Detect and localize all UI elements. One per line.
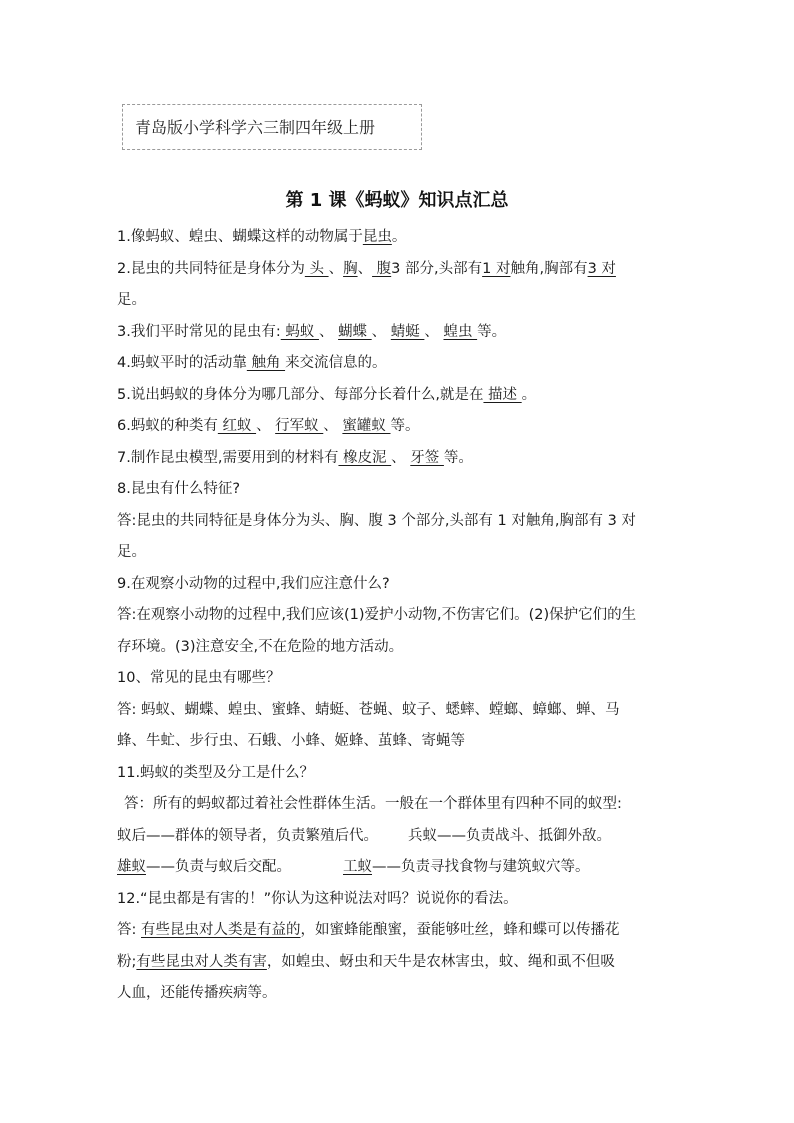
q3-answer: 蝗虫 bbox=[443, 323, 478, 340]
answer-12-line2 bbox=[117, 947, 683, 979]
q2-text: 2.昆虫的共同特征是身体分为 bbox=[117, 260, 305, 277]
q1-answer: 昆虫 bbox=[362, 229, 392, 245]
answer-11-line1: 答：所有的蚂蚁都过着社会性群体生活。一般在一个群体里有四种不同的蚁型: bbox=[124, 796, 622, 812]
q7-sep: 、 bbox=[391, 449, 411, 466]
beneficial-insects: 有些昆虫对人类是有益的 bbox=[141, 922, 301, 938]
q5-answer: 描述 bbox=[483, 386, 522, 403]
answer-8-line2: 足。 bbox=[117, 544, 146, 560]
question-9: 9.在观察小动物的过程中,我们应注意什么? bbox=[117, 575, 390, 592]
q1-text: 1.像蚂蚁、蝗虫、蝴蝶这样的动物属于 bbox=[117, 229, 363, 245]
q3-answer: 蜻蜓 bbox=[390, 323, 425, 340]
q5-text: 5.说出蚂蚁的身体分为哪几部分、每部分长着什么,就是在 bbox=[117, 386, 484, 403]
queen-role: 蚁后——群体的领导者，负责繁殖后代。 bbox=[117, 827, 378, 844]
q6-end: 等。 bbox=[390, 418, 420, 434]
question-12: 12.“昆虫都是有害的！”你认为这种说法对吗？说说你的看法。 bbox=[117, 890, 518, 907]
answer-10-line2: 蜂、牛虻、步行虫、石蛾、小蜂、姬蜂、茧蜂、寄蝇等 bbox=[117, 733, 465, 749]
q2-answer-antennae: 1 对 bbox=[482, 260, 511, 277]
q1-end: 。 bbox=[391, 229, 407, 245]
question-2 bbox=[117, 254, 683, 286]
worker-role: ——负责寻找食物与建筑蚁穴等。 bbox=[372, 859, 590, 875]
answer-11-line2 bbox=[117, 821, 683, 853]
answer-cont: 粉; bbox=[117, 953, 137, 970]
answer-10-line1: 答: 蚂蚁、蝴蝶、蝗虫、蜜蜂、蜻蜓、苍蝇、蚊子、蟋蟀、螳螂、蟑螂、蝉、马 bbox=[117, 701, 620, 718]
q2-answer-chest: 胸 bbox=[343, 260, 358, 277]
q7-answer: 橡皮泥 bbox=[338, 449, 392, 466]
answer-8-line1: 答:昆虫的共同特征是身体分为头、胸、腹 3 个部分,头部有 1 对触角,胸部有 3 对 bbox=[117, 512, 636, 529]
q3-answer: 蚂蚁 bbox=[280, 323, 319, 340]
question-10: 10、常见的昆虫有哪些？ bbox=[117, 670, 281, 686]
male-role: ——负责与蚁后交配。 bbox=[146, 859, 291, 875]
q4-end: 来交流信息的。 bbox=[285, 355, 387, 371]
question-8: 8.昆虫有什么特征? bbox=[117, 481, 241, 497]
question-7 bbox=[117, 443, 683, 475]
series-header-box bbox=[122, 104, 422, 150]
question-6 bbox=[117, 411, 683, 443]
q5-end: 。 bbox=[521, 386, 537, 403]
worker-ant: 工蚁 bbox=[343, 859, 372, 875]
q3-sep: 、 bbox=[371, 323, 391, 340]
male-ant: 雄蚁 bbox=[117, 859, 146, 875]
soldier-role: 兵蚁——负责战斗、抵御外敌。 bbox=[408, 827, 611, 844]
q6-answer: 蜜罐蚁 bbox=[342, 418, 391, 434]
question-5 bbox=[117, 380, 683, 412]
answer-12-line1 bbox=[117, 915, 683, 947]
q7-text: 7.制作昆虫模型,需要用到的材料有 bbox=[117, 449, 339, 466]
harmful-insects: 有些昆虫对人类有害 bbox=[136, 953, 267, 970]
q3-answer: 蝴蝶 bbox=[338, 323, 372, 340]
knowledge-points bbox=[117, 222, 683, 1010]
q2-answer-abdomen: 腹 bbox=[372, 260, 392, 277]
q6-text: 6.蚂蚁的种类有 bbox=[117, 418, 218, 434]
q3-sep: 、 bbox=[424, 323, 444, 340]
q2-sep: 、 bbox=[328, 260, 344, 277]
answer-9-line1: 答:在观察小动物的过程中,我们应该(1)爱护小动物,不伤害它们。(2)保护它们的生 bbox=[117, 607, 637, 623]
answer-12-line3: 人血，还能传播疾病等。 bbox=[117, 985, 277, 1001]
question-3 bbox=[117, 317, 683, 349]
series-label: 青岛版小学科学六三制四年级上册 bbox=[135, 118, 376, 137]
answer-11-line3 bbox=[117, 852, 683, 884]
q3-text: 3.我们平时常见的昆虫有: bbox=[117, 323, 281, 340]
q2-text-end: 触角,胸部有 bbox=[510, 260, 588, 277]
q3-end: 等。 bbox=[477, 323, 507, 340]
question-2-cont: 足。 bbox=[117, 292, 146, 308]
q2-answer-head: 头 bbox=[304, 260, 329, 277]
beneficial-examples: ，如蜜蜂能酿蜜，蚕能够吐丝，蜂和蝶可以传播花 bbox=[300, 922, 620, 938]
answer-prefix: 答: bbox=[117, 922, 141, 938]
q6-answer: 红蚁 bbox=[217, 418, 257, 434]
q3-sep: 、 bbox=[318, 323, 339, 340]
q7-end: 等。 bbox=[443, 449, 473, 466]
question-4 bbox=[117, 348, 683, 380]
page-title: 第 1 课《蚂蚁》知识点汇总 bbox=[285, 190, 509, 211]
question-11: 11.蚂蚁的类型及分工是什么？ bbox=[117, 764, 315, 781]
q6-answer: 行军蚁 bbox=[275, 418, 324, 434]
answer-9-line2: 存环境。(3)注意安全,不在危险的地方活动。 bbox=[117, 638, 404, 655]
q6-sep: 、 bbox=[256, 418, 276, 434]
q6-sep: 、 bbox=[323, 418, 343, 434]
q2-answer-legs: 3 对 bbox=[587, 260, 616, 277]
q4-text: 4.蚂蚁平时的活动靠 bbox=[117, 355, 247, 371]
q4-answer: 触角 bbox=[246, 355, 286, 371]
q2-sep: 、 bbox=[357, 260, 373, 277]
harmful-examples: ，如蝗虫、蚜虫和天牛是农林害虫，蚊、绳和虱不但吸 bbox=[266, 953, 615, 970]
q2-text-mid: 3 部分,头部有 bbox=[391, 260, 483, 277]
question-1 bbox=[117, 222, 683, 254]
q7-answer: 牙签 bbox=[410, 449, 444, 466]
